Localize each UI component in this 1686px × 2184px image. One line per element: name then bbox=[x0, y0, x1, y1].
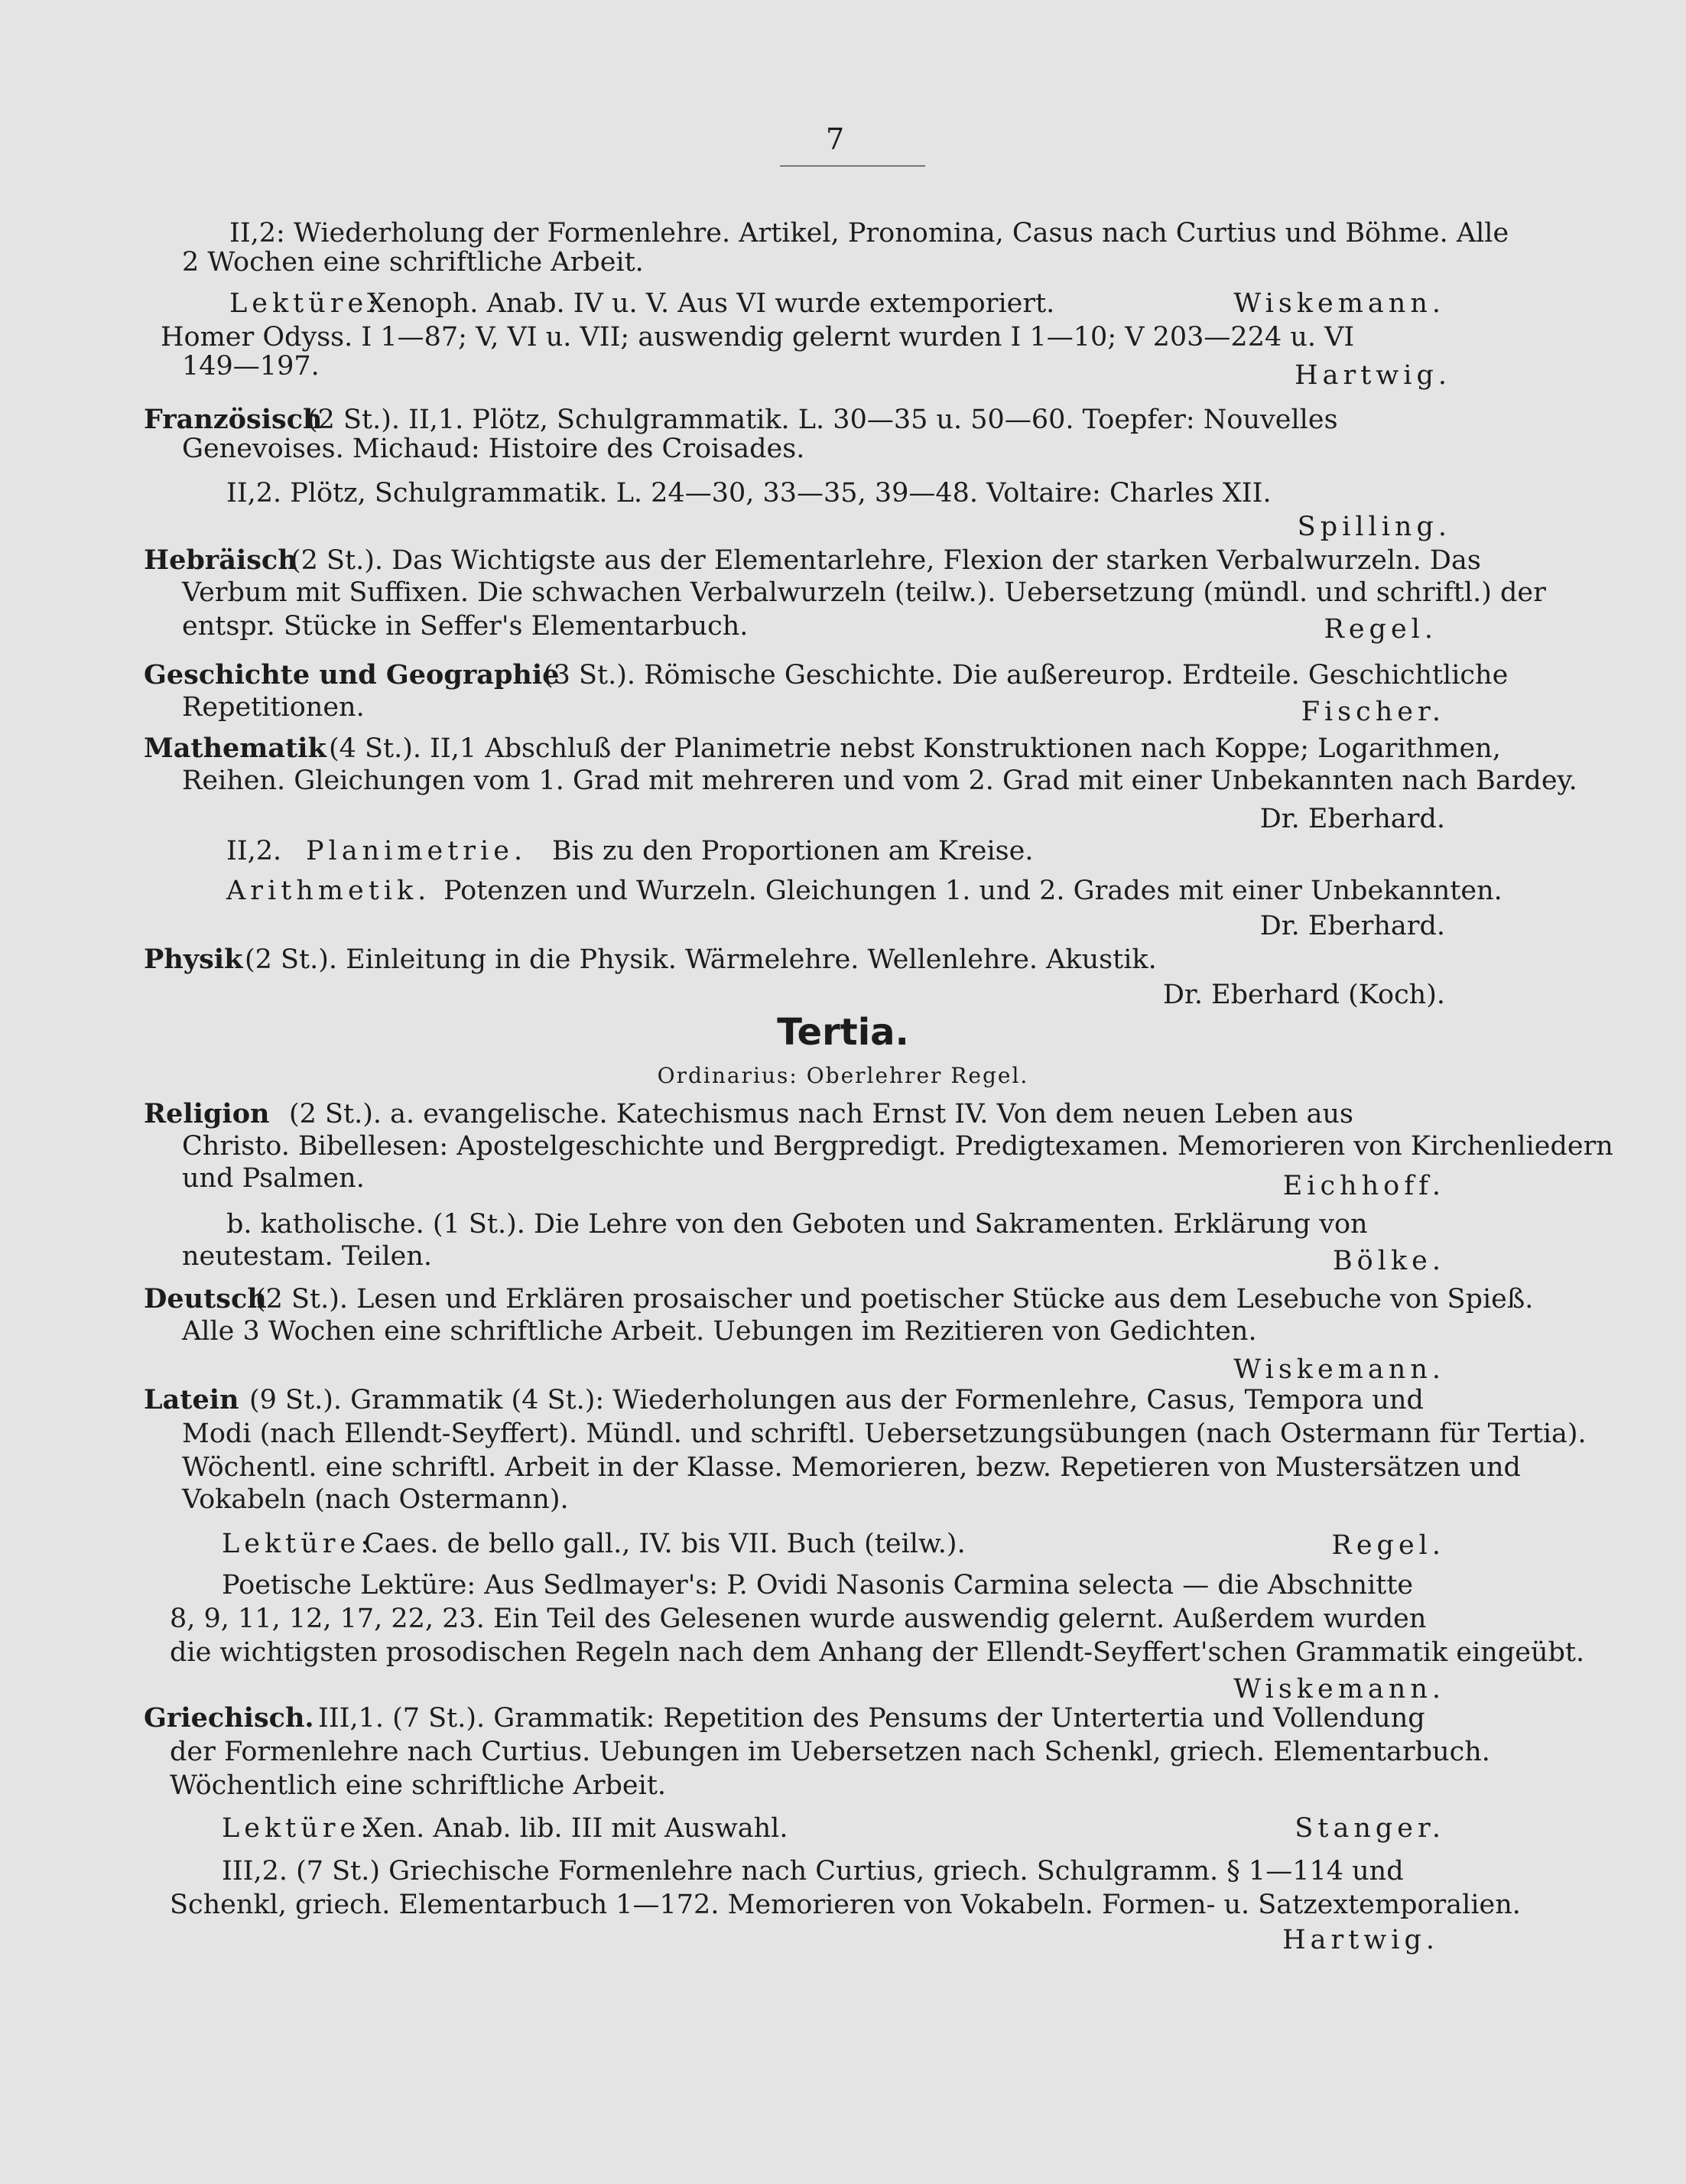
text-line: Alle 3 Wochen eine schriftliche Arbeit. Uebungen im Rezitieren von Gedichten. bbox=[182, 1316, 1257, 1347]
section-label: Lektüre: bbox=[222, 1813, 375, 1844]
section-label: Lektüre: bbox=[222, 1529, 375, 1559]
text-line: Schenkl, griech. Elementarbuch 1—172. Memorieren von Vokabeln. Formen- u. Satzextemporalien. bbox=[170, 1890, 1521, 1920]
text-line: Wöchentl. eine schriftl. Arbeit in der Klasse. Memorieren, bezw. Repetieren von Mustersätzen und bbox=[182, 1452, 1521, 1483]
text-line: der Formenlehre nach Curtius. Uebungen im Uebersetzen nach Schenkl, griech. Elementarbuch. bbox=[170, 1737, 1490, 1767]
text-line: entspr. Stücke in Seffer's Elementarbuch. bbox=[182, 611, 749, 642]
text-line: Reihen. Gleichungen vom 1. Grad mit mehreren und vom 2. Grad mit einer Unbekannten nach Bardey. bbox=[182, 765, 1577, 796]
text-line: Genevoises. Michaud: Histoire des Croisades. bbox=[182, 434, 805, 464]
text-line: Modi (nach Ellendt-Seyffert). Mündl. und schriftl. Uebersetzungsübungen (nach Ostermann für Tertia). bbox=[182, 1419, 1587, 1449]
text-line: und Psalmen. bbox=[182, 1163, 365, 1194]
text-line: neutestam. Teilen. bbox=[182, 1241, 433, 1272]
teacher-name: Dr. Eberhard. bbox=[1259, 911, 1445, 941]
text-line: III,1. (7 St.). Grammatik: Repetition des Pensums der Untertertia und Vollendung bbox=[318, 1703, 1425, 1734]
teacher-name: Regel. bbox=[1324, 614, 1437, 645]
text-line: Christo. Bibellesen: Apostelgeschichte und Bergpredigt. Predigtexamen. Memorieren von Kirchenliedern bbox=[182, 1131, 1613, 1162]
text-line: Xen. Anab. lib. III mit Auswahl. bbox=[364, 1813, 788, 1844]
subject-heading: Religion bbox=[144, 1098, 270, 1129]
text-line: b. katholische. (1 St.). Die Lehre von den Geboten und Sakramenten. Erklärung von bbox=[226, 1209, 1368, 1240]
section-label: Planimetrie. bbox=[306, 836, 528, 866]
text-line: Verbum mit Suffixen. Die schwachen Verbalwurzeln (teilw.). Uebersetzung (mündl. und schriftl.) der bbox=[182, 577, 1546, 608]
subject-heading: Deutsch bbox=[144, 1283, 267, 1315]
teacher-name: Stanger. bbox=[1295, 1813, 1445, 1844]
subject-heading: Latein bbox=[144, 1384, 239, 1415]
text-line: Vokabeln (nach Ostermann). bbox=[182, 1484, 569, 1515]
text-line: Caes. de bello gall., IV. bis VII. Buch (teilw.). bbox=[364, 1529, 966, 1559]
text-line: Potenzen und Wurzeln. Gleichungen 1. und 2. Grades mit einer Unbekannten. bbox=[443, 876, 1502, 906]
text-line: (9 St.). Grammatik (4 St.): Wiederholungen aus der Formenlehre, Casus, Tempora und bbox=[249, 1385, 1424, 1415]
teacher-name: Wiskemann. bbox=[1233, 1354, 1445, 1385]
text-line: (2 St.). Das Wichtigste aus der Elementarlehre, Flexion der starken Verbalwurzeln. Das bbox=[291, 545, 1481, 576]
teacher-name: Bölke. bbox=[1332, 1246, 1445, 1276]
text-line: Bis zu den Proportionen am Kreise. bbox=[552, 836, 1034, 866]
teacher-name: Dr. Eberhard (Koch). bbox=[1162, 980, 1445, 1010]
text-line: (4 St.). II,1 Abschluß der Planimetrie nebst Konstruktionen nach Koppe; Logarithmen, bbox=[329, 733, 1501, 764]
teacher-name: Hartwig. bbox=[1282, 1925, 1439, 1955]
ordinarius-line: Ordinarius: Oberlehrer Regel. bbox=[657, 1063, 1029, 1088]
text-line: (2 St.). a. evangelische. Katechismus nach Ernst IV. Von dem neuen Leben aus bbox=[289, 1099, 1354, 1129]
teacher-name: Eichhoff. bbox=[1282, 1171, 1445, 1201]
text-line: (2 St.). Einleitung in die Physik. Wärmelehre. Wellenlehre. Akustik. bbox=[245, 944, 1157, 975]
teacher-name: Hartwig. bbox=[1295, 360, 1451, 391]
text-line: III,2. (7 St.) Griechische Formenlehre nach Curtius, griech. Schulgramm. § 1—114 und bbox=[222, 1856, 1404, 1887]
subject-heading: Physik bbox=[144, 944, 243, 975]
section-label: Arithmetik. bbox=[226, 876, 431, 906]
text-line: 8, 9, 11, 12, 17, 22, 23. Ein Teil des Gelesenen wurde auswendig gelernt. Außerdem wurden bbox=[170, 1604, 1427, 1634]
text-line: (3 St.). Römische Geschichte. Die außereurop. Erdteile. Geschichtliche bbox=[543, 660, 1509, 691]
text-line: 2 Wochen eine schriftliche Arbeit. bbox=[182, 247, 644, 278]
subject-heading: Mathematik bbox=[144, 733, 326, 764]
text-line: Poetische Lektüre: Aus Sedlmayer's: P. Ovidi Nasonis Carmina selecta — die Abschnitte bbox=[222, 1570, 1414, 1601]
subject-heading: Hebräisch bbox=[144, 544, 297, 576]
teacher-name: Dr. Eberhard. bbox=[1259, 804, 1445, 834]
text-line: Xenoph. Anab. IV u. V. Aus VI wurde extemporiert. bbox=[367, 288, 1055, 319]
teacher-name: Fischer. bbox=[1301, 697, 1445, 727]
text-line: II,2. bbox=[226, 836, 282, 866]
subject-heading: Französisch bbox=[144, 404, 323, 435]
teacher-name: Wiskemann. bbox=[1233, 1674, 1445, 1705]
header-rule bbox=[780, 165, 925, 167]
teacher-name: Wiskemann. bbox=[1233, 288, 1445, 319]
subject-heading: Geschichte und Geographie bbox=[144, 659, 560, 691]
text-line: Wöchentlich eine schriftliche Arbeit. bbox=[170, 1770, 667, 1801]
teacher-name: Regel. bbox=[1331, 1530, 1445, 1561]
text-line: (2 St.). II,1. Plötz, Schulgrammatik. L. 30—35 u. 50—60. Toepfer: Nouvelles bbox=[307, 405, 1338, 435]
section-label: Lektüre: bbox=[229, 288, 382, 319]
text-line: II,2: Wiederholung der Formenlehre. Artikel, Pronomina, Casus nach Curtius und Böhme. Alle bbox=[229, 218, 1509, 249]
page-number: 7 bbox=[826, 122, 845, 156]
teacher-name: Spilling. bbox=[1297, 512, 1451, 542]
subject-heading: Griechisch. bbox=[144, 1702, 314, 1734]
text-line: 149—197. bbox=[182, 351, 320, 382]
text-line: die wichtigsten prosodischen Regeln nach dem Anhang der Ellendt-Seyffert'schen Grammatik eingeübt. bbox=[170, 1637, 1585, 1668]
text-line: Homer Odyss. I 1—87; V, VI u. VII; auswendig gelernt wurden I 1—10; V 203—224 u. VI bbox=[161, 322, 1355, 353]
text-line: (2 St.). Lesen und Erklären prosaischer und poetischer Stücke aus dem Lesebuche von Spieß. bbox=[255, 1284, 1534, 1315]
text-line: Repetitionen. bbox=[182, 692, 365, 723]
text-line: II,2. Plötz, Schulgrammatik. L. 24—30, 33—35, 39—48. Voltaire: Charles XII. bbox=[226, 478, 1272, 509]
section-title: Tertia. bbox=[777, 1011, 909, 1054]
